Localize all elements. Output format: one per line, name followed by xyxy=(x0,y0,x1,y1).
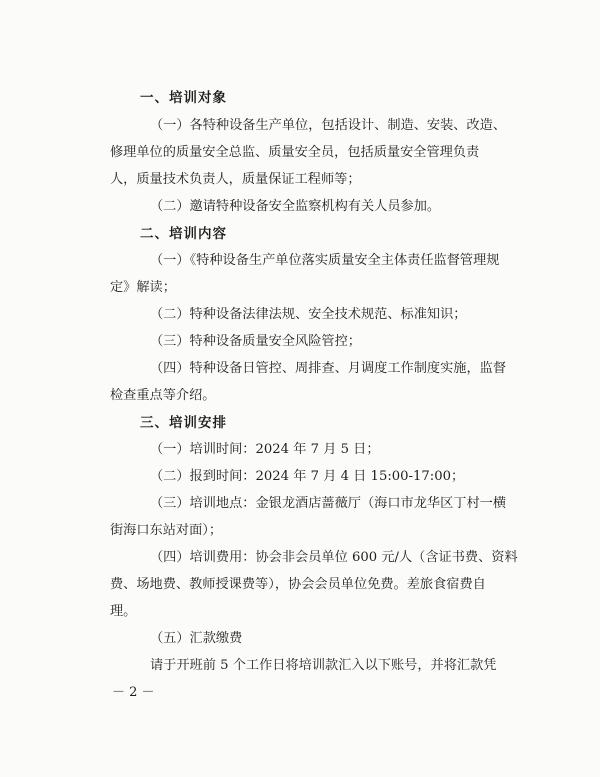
text-line: （五）汇款缴费 xyxy=(150,631,243,646)
text-line: （四）特种设备日管控、周排查、月调度工作制度实施，监督 xyxy=(150,361,507,376)
text-line: （一）培训时间：2024 年 7 月 5 日； xyxy=(150,442,380,457)
text-line: 修理单位的质量安全总监、质量安全员，包括质量安全管理负责 xyxy=(110,145,480,160)
text-line: （二）特种设备法律法规、安全技术规范、标准知识； xyxy=(150,307,467,322)
text-line: （三）特种设备质量安全风险管控； xyxy=(150,334,361,349)
text-line: 检查重点等介绍。 xyxy=(110,388,216,403)
text-line: 请于开班前 5 个工作日将培训款汇入以下账号，并将汇款凭 xyxy=(150,658,497,673)
text-line: （三）培训地点：金银龙酒店蔷薇厅（海口市龙华区丁村一横 xyxy=(150,496,507,511)
section-heading: 三、培训安排 xyxy=(140,415,227,431)
section-heading: 一、培训对象 xyxy=(140,90,227,106)
text-line: 街海口东站对面）； xyxy=(110,523,223,538)
text-line: （四）培训费用：协会非会员单位 600 元/人（含证书费、资料 xyxy=(150,550,518,565)
text-line: （二）邀请特种设备安全监察机构有关人员参加。 xyxy=(150,199,441,214)
section-heading: 二、培训内容 xyxy=(140,226,227,242)
text-line: 定》解读； xyxy=(110,280,176,295)
text-line: （一）各特种设备生产单位，包括设计、制造、安装、改造、 xyxy=(150,118,507,133)
text-line: （一）《特种设备生产单位落实质量安全主体责任监督管理规 xyxy=(150,253,500,268)
page-number: － 2 － xyxy=(112,685,155,700)
text-line: （二）报到时间：2024 年 7 月 4 日 15:00-17:00； xyxy=(150,469,465,484)
text-line: 人，质量技术负责人，质量保证工程师等； xyxy=(110,172,361,187)
text-line: 理。 xyxy=(110,604,137,619)
text-line: 费、场地费、教师授课费等），协会会员单位免费。差旅食宿费自 xyxy=(110,577,486,592)
